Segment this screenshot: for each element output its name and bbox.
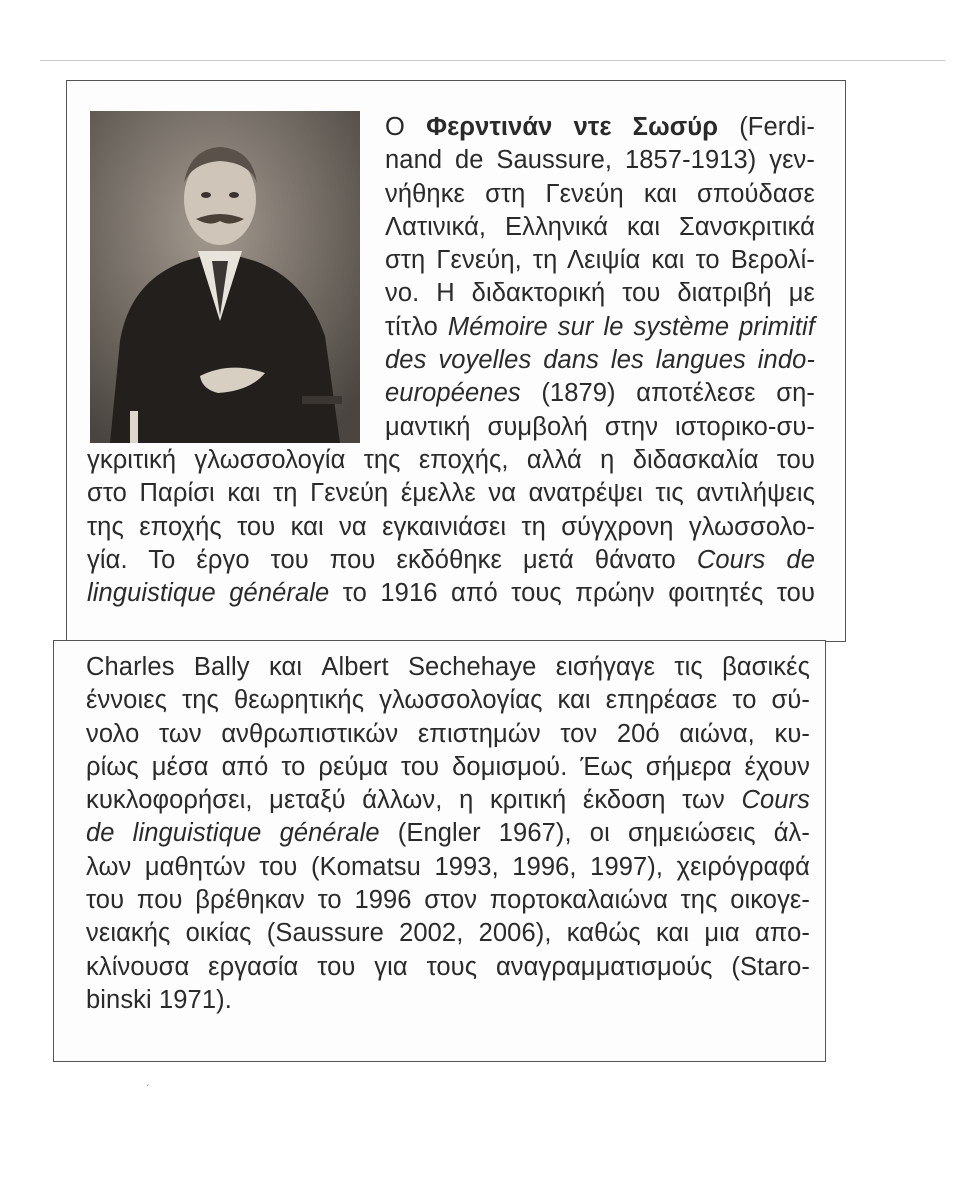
text-run: κυκλοφορήσει, μεταξύ άλλων, η κριτική έκδοση των [86, 786, 742, 815]
text-run: του που βρέθηκαν το 1996 στον πορτοκαλαιώνα της οικογε- [86, 886, 810, 915]
text-line [87, 544, 815, 577]
text-run: γκριτική γλωσσολογία της εποχής, αλλά η διδασκαλία του [87, 446, 815, 474]
text-run: ρίως μέσα από το ρεύμα του δομισμού. Έως σήμερα έχουν [86, 752, 810, 781]
text-run: έννοιες της θεωρητικής γλωσσολογίας και επηρέασε το σύ- [86, 686, 810, 715]
text-run: της εποχής του και να εγκαινιάσει τη σύγχρονη γλωσσολο- [87, 512, 815, 541]
text-run: το 1916 από τους πρώην φοιτητές του [329, 579, 815, 608]
text-run: γία. Το έργο του που εκδόθηκε μετά θάνατο [87, 545, 697, 574]
text-line [86, 651, 810, 684]
title-italic-text: des voyelles dans les langues indo- [385, 346, 815, 375]
text-line [86, 817, 810, 850]
portrait-illustration [90, 111, 360, 443]
title-italic-text: Mémoire sur le système primitif [447, 312, 816, 341]
text-line [385, 144, 815, 177]
text-run: Charles Bally και Albert Sechehaye εισήγαγε τις βασικές [86, 653, 810, 681]
title-italic-text: de linguistique générale [86, 819, 380, 848]
text-line [87, 577, 815, 610]
biography-box-top [66, 80, 846, 642]
text-line [385, 311, 815, 344]
text-line [86, 718, 810, 751]
text-run: binski 1971). [86, 985, 232, 1014]
text-line [385, 211, 815, 244]
scan-edge-line [40, 60, 945, 61]
text-line [87, 444, 815, 477]
text-run: nand de Saussure, 1857-1913) γεν- [385, 146, 815, 175]
text-run: λων μαθητών του (Komatsu 1993, 1996, 1997), χειρόγραφά [86, 852, 810, 881]
text-line [87, 511, 815, 544]
continued-paragraph-bottom [86, 651, 810, 1017]
biography-box-bottom [53, 640, 826, 1062]
text-line [385, 277, 815, 310]
portrait-photo [90, 111, 360, 443]
text-run: μαντική συμβολή στην ιστορικο-συ- [385, 412, 815, 441]
text-run: στη Γενεύη, τη Λειψία και το Βερολί- [385, 246, 815, 275]
text-line [385, 111, 815, 144]
text-run: (1879) αποτέλεσε ση- [520, 379, 815, 408]
scan-mark: ˏ [146, 1076, 150, 1087]
text-line [385, 377, 815, 410]
text-run: (Engler 1967), οι σημειώσεις άλ- [379, 819, 810, 848]
text-run: κλίνουσα εργασία του για τους αναγραμματισμούς (Staro- [86, 952, 810, 981]
text-line [86, 951, 810, 984]
text-line [385, 411, 815, 444]
text-line [385, 178, 815, 211]
title-italic-text: linguistique générale [87, 579, 330, 608]
text-line [86, 851, 810, 884]
text-line [86, 684, 810, 717]
continued-paragraph-top [87, 444, 815, 610]
text-line [385, 344, 815, 377]
text-line [87, 477, 815, 510]
text-line [86, 884, 810, 917]
text-run: τίτλο [385, 312, 448, 341]
text-run: νειακής οικίας (Saussure 2002, 2006), καθώς και μια απο- [86, 919, 810, 948]
text-run: νολο των ανθρωπιστικών επιστημών τον 20ό αιώνα, κυ- [86, 719, 810, 748]
text-run: στο Παρίσι και τη Γενεύη έμελλε να ανατρέψει τις αντιλήψεις [87, 479, 815, 508]
title-italic-text: Cours de [696, 545, 815, 574]
title-italic-text: Cours [741, 786, 810, 815]
intro-column-text [385, 111, 815, 444]
text-run: Λατινικά, Ελληνικά και Σανσκριτικά [385, 212, 815, 241]
title-italic-text: européenes [385, 379, 521, 408]
text-line [385, 244, 815, 277]
text-line [86, 784, 810, 817]
text-line [86, 917, 810, 950]
text-run: (Ferdi- [718, 113, 816, 141]
text-run: Ο [385, 113, 427, 141]
text-run: νήθηκε στη Γενεύη και σπούδασε [385, 179, 815, 208]
text-run: νο. Η διδακτορική του διατριβή με [385, 279, 815, 308]
text-line [86, 751, 810, 784]
name-bold-text: Φερντινάν ντε Σωσύρ [426, 113, 719, 141]
text-line [86, 984, 810, 1017]
